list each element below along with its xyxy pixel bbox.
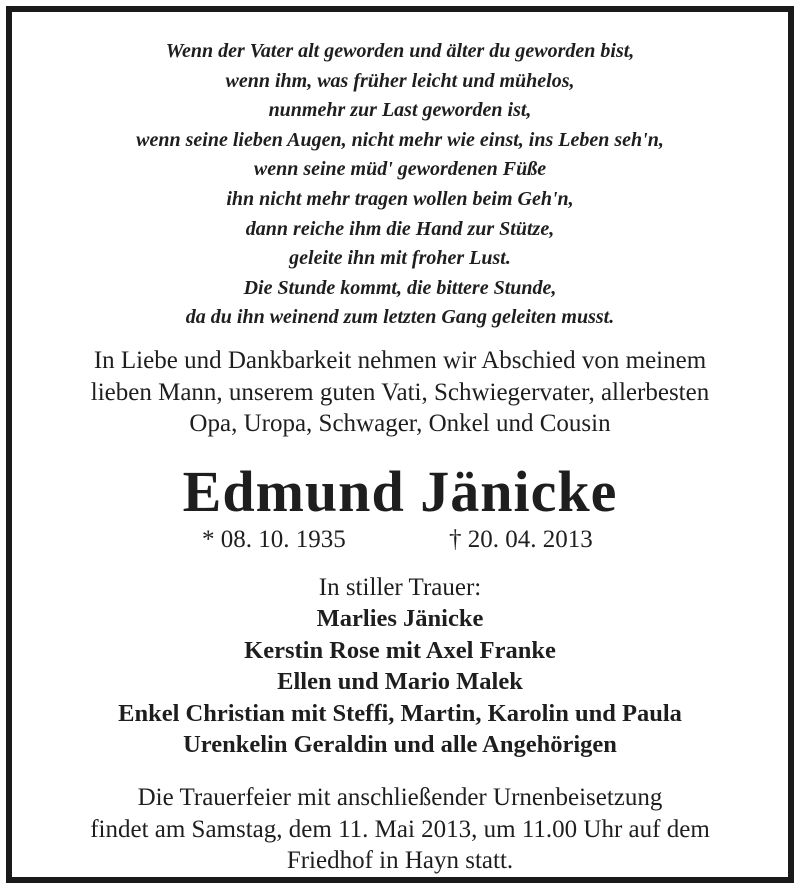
poem-line: ihn nicht mehr tragen wollen beim Geh'n, (226, 187, 574, 210)
mourner-name: Urenkelin Geraldin und alle Angehörigen (183, 731, 617, 758)
mourners-block (12, 572, 788, 761)
poem-line: nunmehr zur Last geworden ist, (268, 99, 532, 122)
poem-line: Wenn der Vater alt geworden und älter du geworden bist, (165, 40, 635, 62)
funeral-notice (12, 782, 788, 877)
mourner-name: Ellen und Mario Malek (277, 668, 523, 695)
mourner-name: Enkel Christian mit Steffi, Martin, Karolin und Paula (118, 699, 682, 727)
poem-line: da du ihn weinend zum letzten Gang geleiten musst. (185, 306, 615, 329)
mourner-name: Marlies Jänicke (316, 605, 484, 632)
poem-line: geleite ihn mit froher Lust. (289, 247, 511, 270)
birth-date: * 08. 10. 1935 (202, 526, 346, 553)
mourner-name: Kerstin Rose mit Axel Franke (244, 636, 556, 664)
funeral-line: Die Trauerfeier mit anschließender Urnenbeisetzung (137, 784, 663, 811)
poem-line: dann reiche ihm die Hand zur Stütze, (245, 217, 555, 240)
intro-line: lieben Mann, unserem guten Vati, Schwiegervater, allerbesten (90, 378, 710, 406)
intro-line: In Liebe und Dankbarkeit nehmen wir Abschied von meinem (93, 347, 707, 374)
poem-line: wenn ihm, was früher leicht und mühelos, (225, 69, 575, 92)
death-date: † 20. 04. 2013 (449, 526, 593, 553)
farewell-intro (12, 345, 788, 440)
intro-line: Opa, Uropa, Schwager, Onkel und Cousin (189, 410, 611, 437)
poem-line: wenn seine müd' gewordenen Füße (253, 158, 547, 181)
mourners-heading: In stiller Trauer: (318, 574, 482, 601)
obituary-frame (6, 6, 794, 883)
poem-line: Die Stunde kommt, die bittere Stunde, (243, 276, 557, 299)
funeral-line: findet am Samstag, dem 11. Mai 2013, um 11.00 Uhr auf dem (90, 815, 710, 843)
poem-line: wenn seine lieben Augen, nicht mehr wie einst, ins Leben seh'n, (136, 128, 664, 151)
memorial-poem (12, 37, 788, 333)
funeral-line: Friedhof in Hayn statt. (286, 847, 514, 874)
obituary-content (12, 12, 788, 877)
deceased-name: Edmund Jänicke (182, 459, 618, 524)
